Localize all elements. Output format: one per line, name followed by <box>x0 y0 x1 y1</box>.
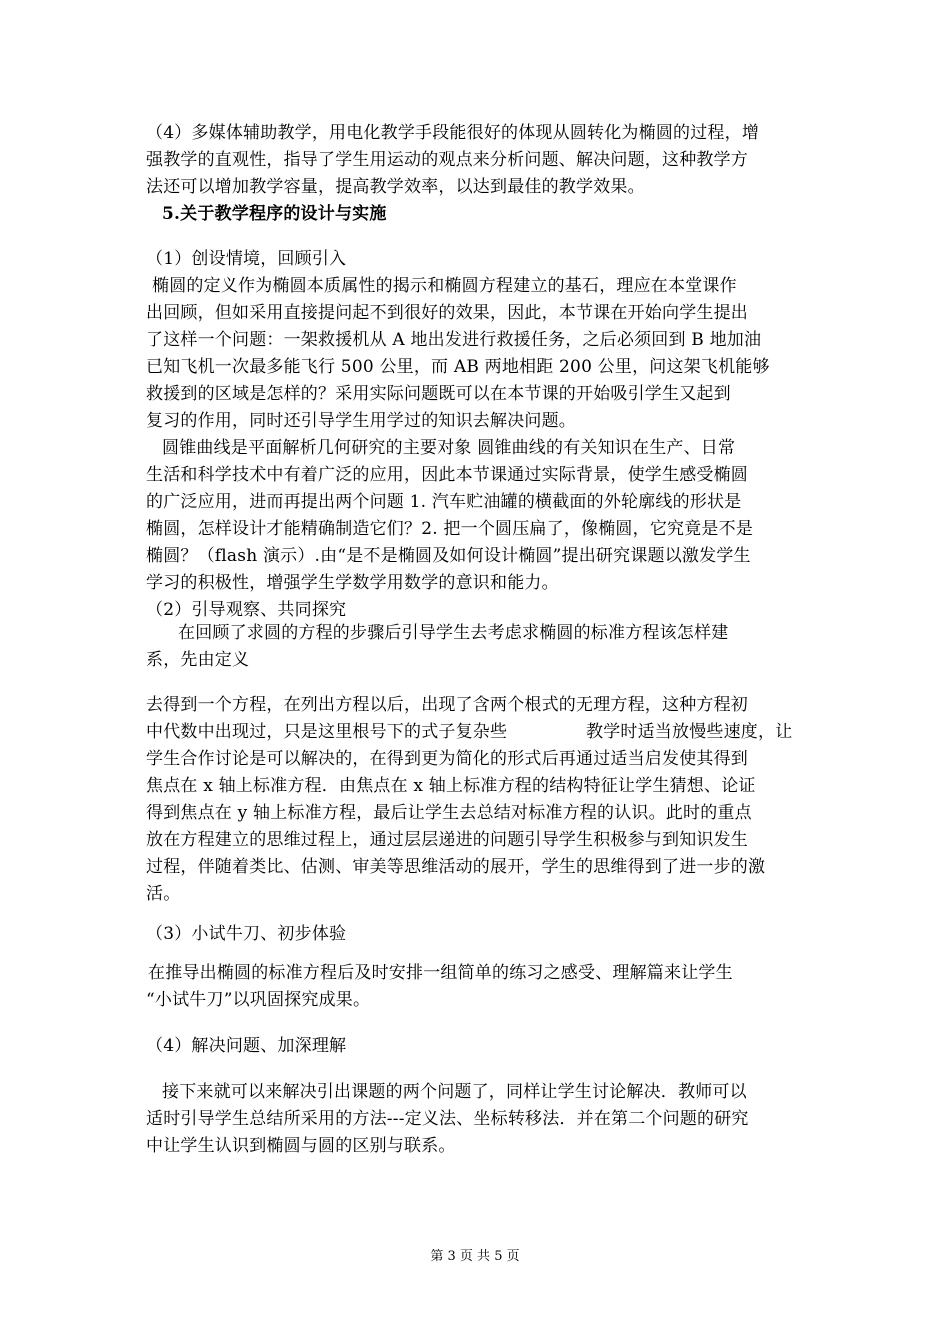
paragraph-line: 法还可以增加教学容量，提高教学效率，以达到最佳的教学效果。 <box>146 177 645 197</box>
paragraph-line: 焦点在 x 轴上标准方程．由焦点在 x 轴上标准方程的结构特征让学生猜想、论证 <box>146 776 756 796</box>
paragraph-line: 强教学的直观性，指导了学生用运动的观点来分析问题、解决问题，这种教学方 <box>146 150 748 170</box>
paragraph-line: 椭圆？（flash 演示）.由“是不是椭圆及如何设计椭圆”提出研究课题以激发学生 <box>146 546 751 566</box>
paragraph-line: 圆锥曲线是平面解析几何研究的主要对象 圆锥曲线的有关知识在生产、日常 <box>162 438 736 458</box>
paragraph-line: 放在方程建立的思维过程上，通过层层递进的问题引导学生积极参与到知识发生 <box>146 830 748 850</box>
paragraph-line: 接下来就可以来解决引出课题的两个问题了，同样让学生讨论解决．教师可以 <box>162 1082 747 1102</box>
paragraph-line: 在推导出椭圆的标准方程后及时安排一组简单的练习之感受、理解篇来让学生 <box>148 963 733 983</box>
paragraph-line: 的广泛应用，进而再提出两个问题 1. 汽车贮油罐的横截面的外轮廓线的形状是 <box>146 492 742 512</box>
paragraph-line: 出回顾，但如采用直接提问起不到很好的效果，因此，本节课在开始向学生提出 <box>146 303 748 323</box>
subsection-heading: （2）引导观察、共同探究 <box>146 600 347 620</box>
paragraph-line: 得到焦点在 y 轴上标准方程，最后让学生去总结对标准方程的认识。此时的重点 <box>146 803 752 823</box>
paragraph-line: 适时引导学生总结所采用的方法---定义法、坐标转移法．并在第二个问题的研究 <box>146 1109 749 1129</box>
paragraph-line: 复习的作用，同时还引导学生用学过的知识去解决问题。 <box>146 411 576 431</box>
subsection-heading: （3）小试牛刀、初步体验 <box>146 924 347 944</box>
paragraph-line: 教学时适当放慢些速度，让 <box>586 722 793 742</box>
paragraph-line: 中代数中出现过，只是这里根号下的式子复杂些 <box>146 722 508 742</box>
paragraph-line: 已知飞机一次最多能飞行 500 公里，而 AB 两地相距 200 公里，问这架飞机能够 <box>146 357 770 377</box>
paragraph-line: 椭圆，怎样设计才能精确制造它们？2. 把一个圆压扁了，像椭圆，它究竟是不是 <box>146 519 754 539</box>
paragraph-line: 在回顾了求圆的方程的步骤后引导学生去考虑求椭圆的标准方程该怎样建 <box>178 623 729 643</box>
paragraph-line: 去得到一个方程，在列出方程以后，出现了含两个根式的无理方程，这种方程初 <box>146 695 748 715</box>
paragraph-line: 中让学生认识到椭圆与圆的区别与联系。 <box>146 1136 456 1156</box>
paragraph-line: 学习的积极性，增强学生学数学用数学的意识和能力。 <box>146 573 559 593</box>
paragraph-line: 活。 <box>146 884 181 904</box>
paragraph-line: 了这样一个问题：一架救援机从 A 地出发进行救援任务，之后必须回到 B 地加油 <box>146 330 762 350</box>
page-footer: 第 3 页 共 5 页 <box>430 1249 520 1264</box>
paragraph-line: 生活和科学技术中有着广泛的应用，因此本节课通过实际背景，使学生感受椭圆 <box>146 465 748 485</box>
subsection-heading: （4）解决问题、加深理解 <box>146 1036 347 1056</box>
paragraph-line: 椭圆的定义作为椭圆本质属性的揭示和椭圆方程建立的基石，理应在本堂课作 <box>152 276 737 296</box>
section-heading: 5.关于教学程序的设计与实施 <box>162 204 387 224</box>
paragraph-line: 过程，伴随着类比、估测、审美等思维活动的展开，学生的思维得到了进一步的激 <box>146 857 766 877</box>
paragraph-line: 学生合作讨论是可以解决的，在得到更为简化的形式后再通过适当启发使其得到 <box>146 749 748 769</box>
paragraph-line: 救援到的区域是怎样的？采用实际问题既可以在本节课的开始吸引学生又起到 <box>146 384 731 404</box>
paragraph-line: “小试牛刀”以巩固探究成果。 <box>146 990 371 1010</box>
subsection-heading: （1）创设情境，回顾引入 <box>146 249 347 269</box>
paragraph-line: 系，先由定义 <box>146 650 250 670</box>
paragraph-line: （4）多媒体辅助教学，用电化教学手段能很好的体现从圆转化为椭圆的过程，增 <box>146 123 760 143</box>
